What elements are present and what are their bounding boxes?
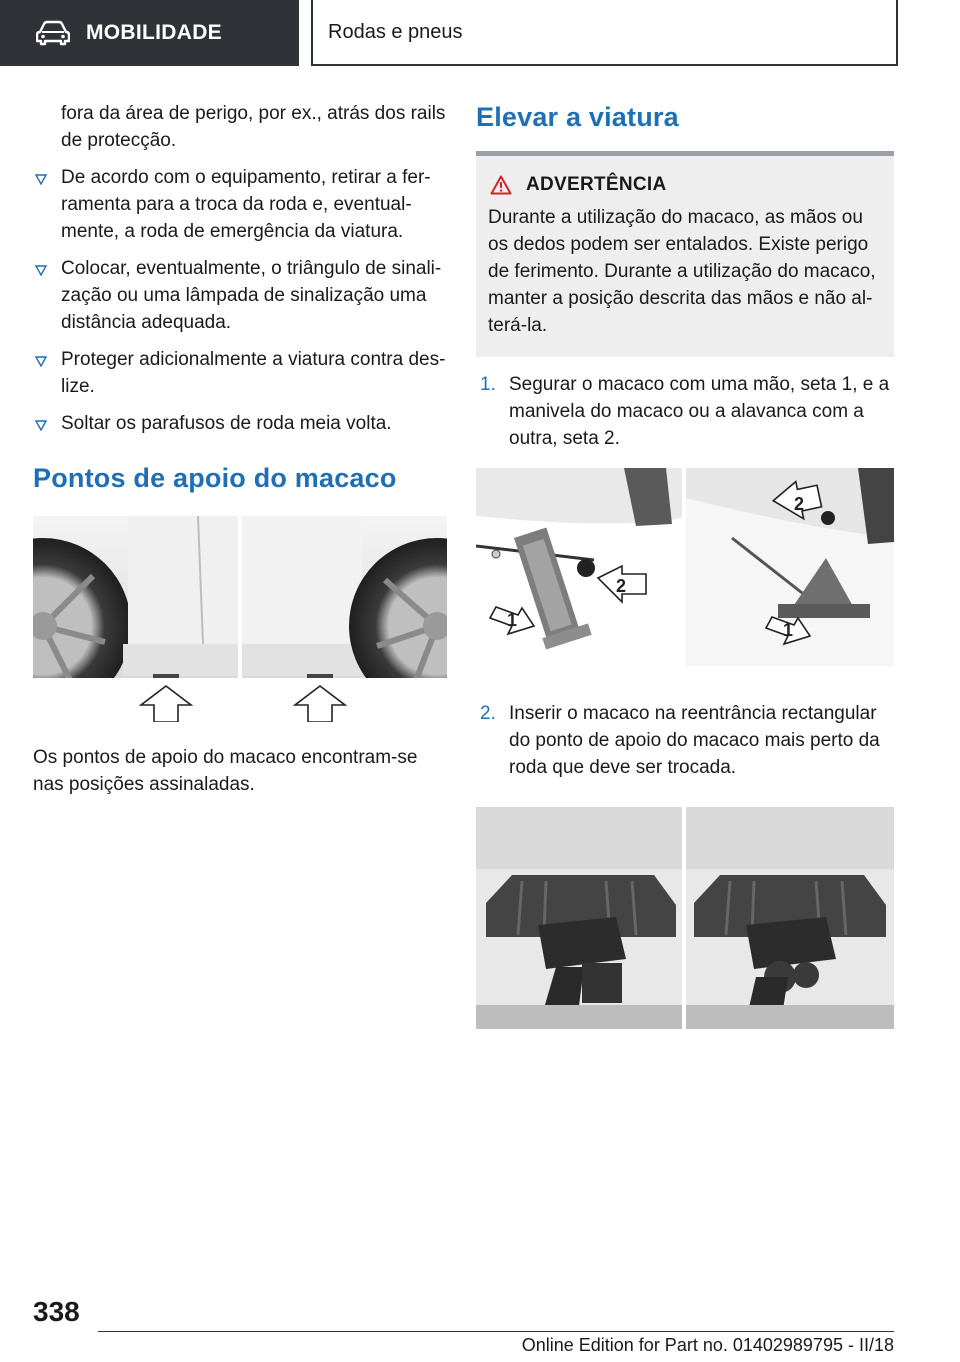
page-number: 338 <box>33 1296 80 1327</box>
list-item-text: Colocar, eventualmente, o triângulo de sinalização ou uma lâmpada de sinalização uma distância adequada. <box>61 258 442 333</box>
triangle-bullet-icon <box>35 420 47 431</box>
arrow-label: 1 <box>507 610 518 630</box>
jack-insert-image <box>476 807 894 1029</box>
step-text: Segurar o macaco com uma mão, seta 1, e a manivela do macaco ou a alavanca com a outra, seta 2. <box>509 374 890 449</box>
arrow-label: 1 <box>783 620 794 640</box>
step-item <box>476 700 894 781</box>
jack-handling-image <box>476 468 894 666</box>
chapter-title: Rodas e pneus <box>328 20 463 43</box>
warning-title: ADVERTÊNCIA <box>526 174 667 195</box>
section-heading-lift: Elevar a viatura <box>476 102 679 132</box>
right-column <box>476 100 894 1029</box>
list-item <box>33 410 447 437</box>
left-column <box>33 100 447 808</box>
jack-points-image <box>33 516 447 722</box>
car-icon <box>36 20 70 46</box>
triangle-bullet-icon <box>35 356 47 367</box>
section-tab[interactable] <box>0 0 299 66</box>
intro-continuation: fora da área de perigo, por ex., atrás dos rails de protecção. <box>61 103 446 151</box>
list-item-text: Soltar os parafusos de roda meia volta. <box>61 413 392 434</box>
footer-edition: Online Edition for Part no. 01402989795 - II/18 <box>521 1335 894 1355</box>
list-item <box>33 255 447 336</box>
arrow-label: 2 <box>794 494 805 514</box>
step-number: 2. <box>480 703 496 724</box>
jack-insert-left-panel <box>476 807 682 1029</box>
step-list <box>33 164 447 437</box>
chapter-header <box>311 0 898 66</box>
step-number: 1. <box>480 374 496 395</box>
list-item-text: De acordo com o equipamento, retirar a ferramenta para a troca da roda e, eventualmente, a roda de emergência da viatura. <box>61 167 431 242</box>
triangle-bullet-icon <box>35 265 47 276</box>
list-item <box>33 164 447 245</box>
warning-text: Durante a utilização do macaco, as mãos ou os dedos podem ser entalados. Existe perigo de ferimento. Durante a utilização do macaco, manter a posição descrita das mãos e não alterá-la. <box>488 207 876 336</box>
step-text: Inserir o macaco na reentrância rectangular do ponto de apoio do macaco mais perto da roda que deve ser trocada. <box>509 703 880 778</box>
section-title: MOBILIDADE <box>86 21 222 44</box>
list-item <box>33 346 447 400</box>
arrow-label: 2 <box>616 576 627 596</box>
section-heading-jack-points: Pontos de apoio do macaco <box>33 463 397 493</box>
list-item-text: Proteger adicionalmente a viatura contra deslize. <box>61 349 446 397</box>
step-item <box>476 371 894 452</box>
triangle-bullet-icon <box>35 174 47 185</box>
warning-triangle-icon <box>490 175 512 195</box>
warning-box <box>476 156 894 357</box>
jack-insert-right-panel <box>686 807 894 1029</box>
footer-rule <box>98 1331 894 1332</box>
jack-points-caption: Os pontos de apoio do macaco encontram-se nas posições assinaladas. <box>33 747 418 795</box>
